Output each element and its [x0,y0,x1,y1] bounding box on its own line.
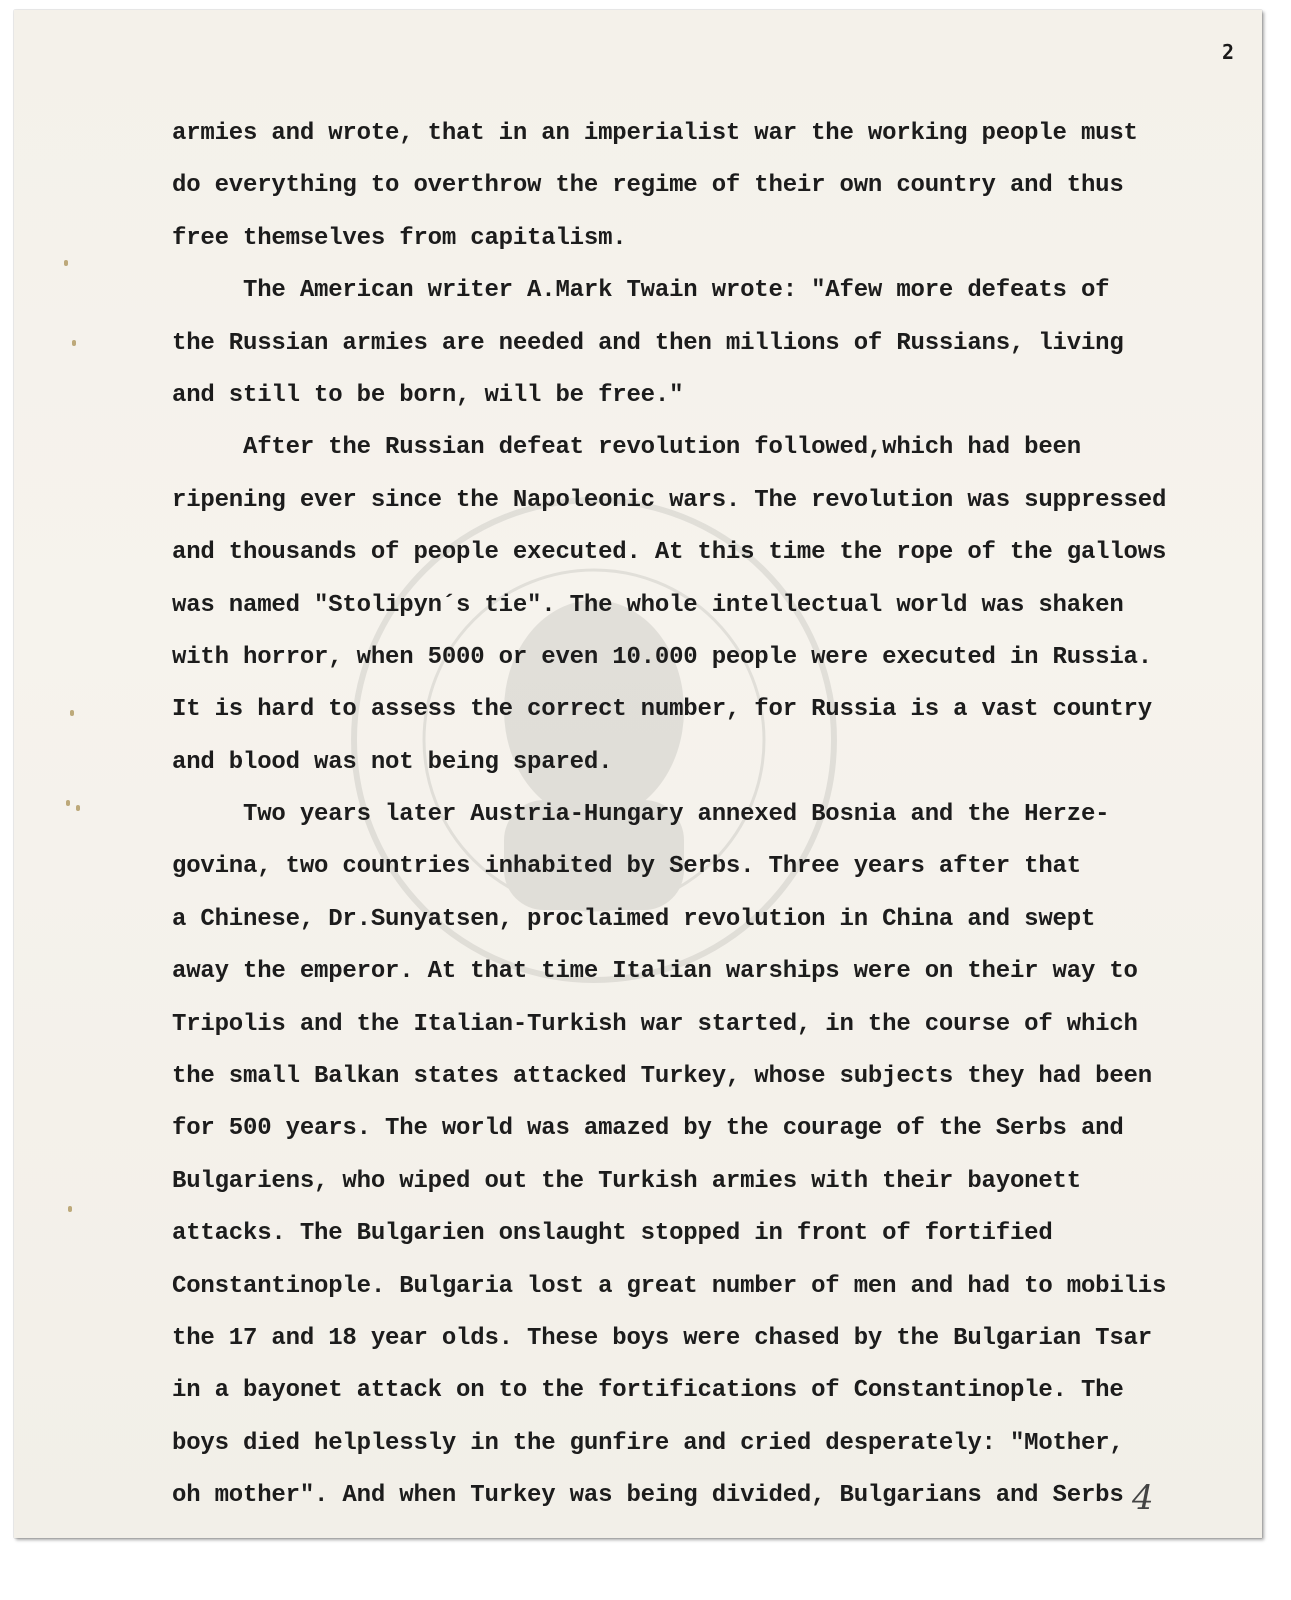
text-line: the Russian armies are needed and then millions of Russians, living [172,329,1124,357]
text-line: the 17 and 18 year olds. These boys were chased by the Bulgarian Tsar [172,1324,1152,1352]
text-line: and thousands of people executed. At this time the rope of the gallows [172,539,1167,567]
text-line: for 500 years. The world was amazed by the courage of the Serbs and [172,1115,1124,1143]
text-line: the small Balkan states attacked Turkey, whose subjects they had been [172,1063,1152,1091]
text-line: away the emperor. At that time Italian warships were on their way to [172,958,1138,986]
text-line: ripening ever since the Napoleonic wars. The revolution was suppressed [172,486,1167,514]
margin-speck [76,805,80,811]
margin-speck [68,1206,72,1212]
text-line: govina, two countries inhabited by Serbs. Three years after that [172,853,1081,881]
margin-speck [66,800,70,806]
text-line: armies and wrote, that in an imperialist war the working people must [172,120,1138,147]
text-line: oh mother". And when Turkey was being divided, Bulgarians and Serbs [172,1482,1124,1510]
text-line: attacks. The Bulgarien onslaught stopped in front of fortified [172,1220,1053,1248]
document-page [14,10,1262,1538]
text-line: It is hard to assess the correct number, for Russia is a vast country [172,696,1152,724]
text-line: Bulgariens, who wiped out the Turkish armies with their bayonett [172,1167,1081,1195]
text-line: boys died helplessly in the gunfire and cried desperately: "Mother, [172,1429,1124,1457]
text-line: Tripolis and the Italian-Turkish war started, in the course of which [172,1010,1138,1038]
typed-text-body [172,108,1262,1523]
handwritten-page-number: 4 [1132,1478,1154,1518]
margin-speck [64,260,68,266]
text-line: free themselves from capitalism. [172,224,627,252]
text-line: Two years later Austria-Hungary annexed Bosnia and the Herze- [172,801,1110,829]
text-line: was named "Stolipyn´s tie". The whole intellectual world was shaken [172,591,1124,619]
page-number: 2 [1222,40,1235,64]
text-line: The American writer A.Mark Twain wrote: "Afew more defeats of [172,277,1110,305]
margin-speck [70,710,74,716]
text-line: and blood was not being spared. [172,748,613,776]
text-line: in a bayonet attack on to the fortifications of Constantinople. The [172,1377,1124,1405]
text-line: a Chinese, Dr.Sunyatsen, proclaimed revolution in China and swept [172,905,1096,933]
margin-speck [72,340,76,346]
text-line: do everything to overthrow the regime of their own country and thus [172,172,1124,200]
text-line: Constantinople. Bulgaria lost a great number of men and had to mobilis [172,1272,1167,1300]
text-line: After the Russian defeat revolution followed,which had been [172,434,1081,462]
text-line: and still to be born, will be free." [172,381,684,409]
text-line: with horror, when 5000 or even 10.000 people were executed in Russia. [172,643,1152,671]
